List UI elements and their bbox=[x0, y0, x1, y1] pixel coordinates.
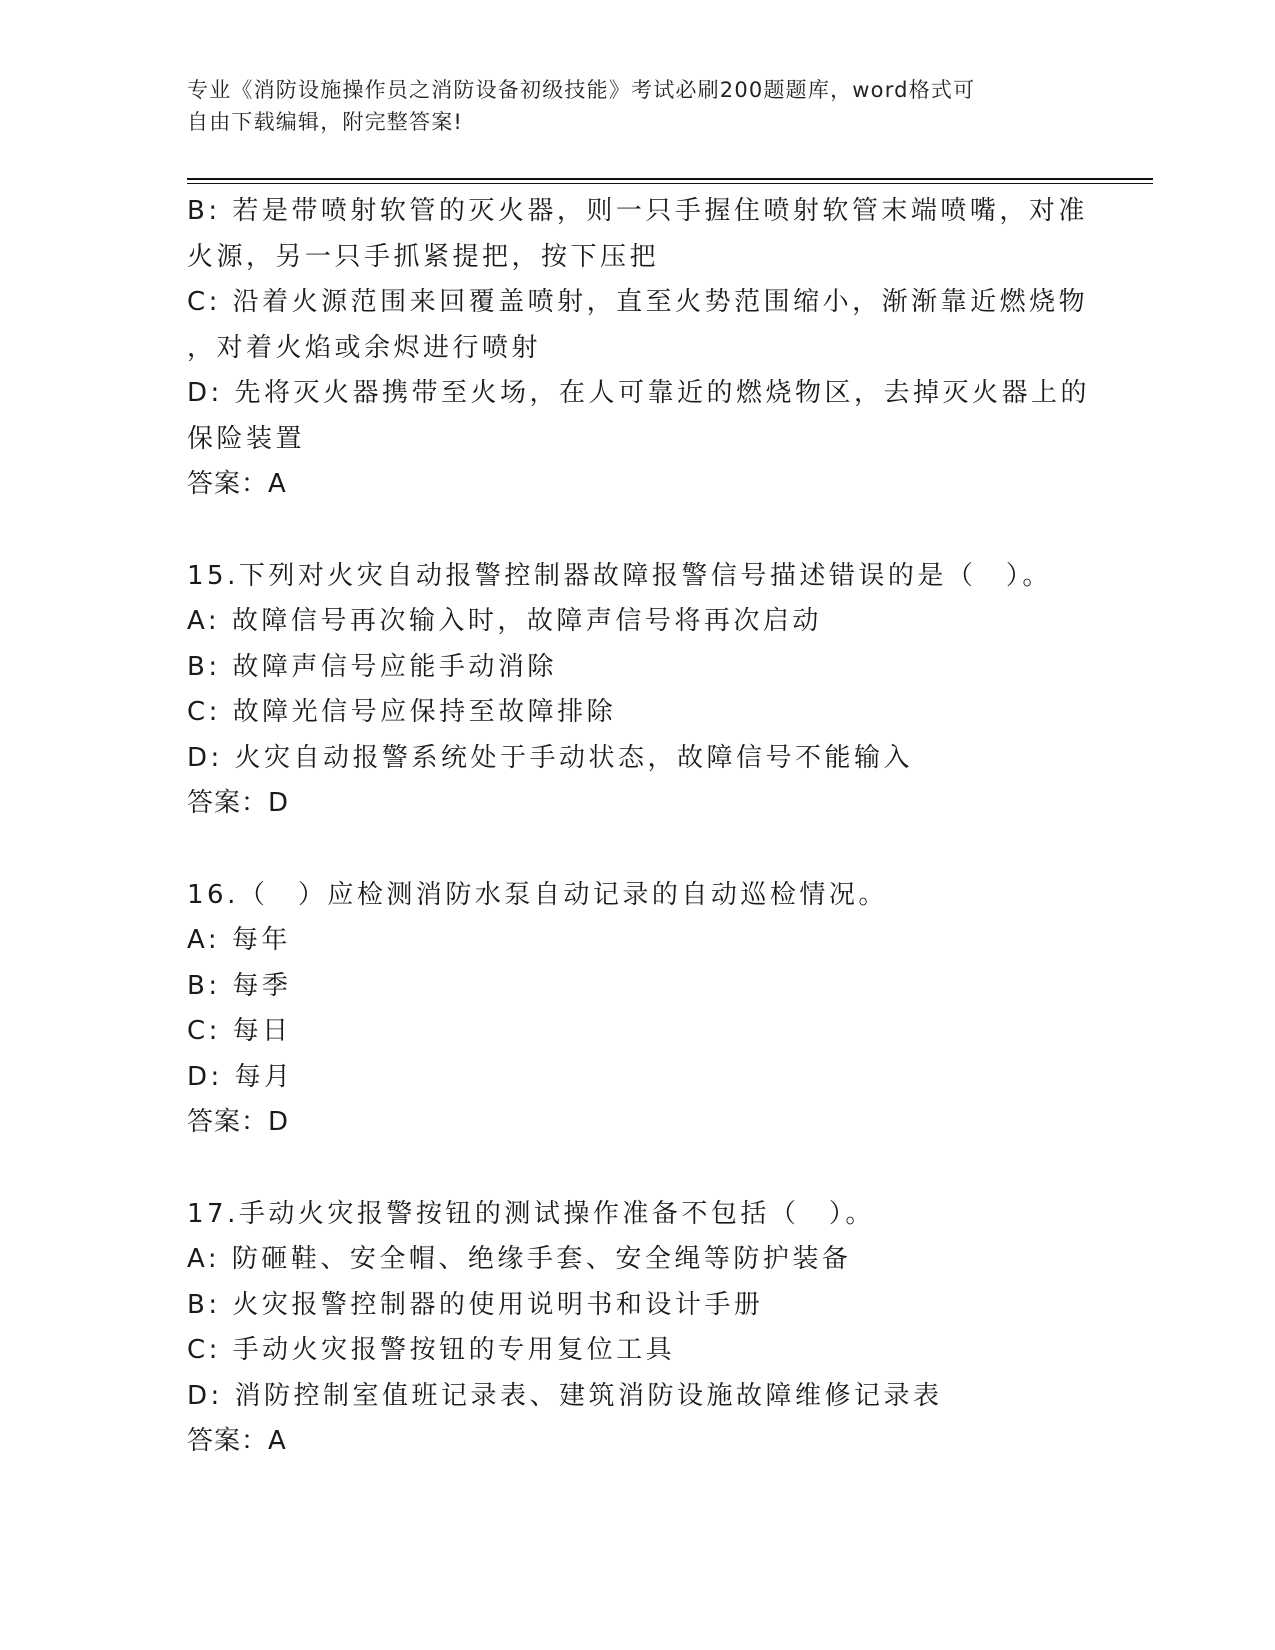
option-b: B: 若是带喷射软管的灭火器，则一只手握住喷射软管末端喷嘴，对准 bbox=[187, 196, 1088, 226]
answer-line: 答案：A bbox=[187, 469, 287, 499]
header-title-line-2: 自由下载编辑，附完整答案! bbox=[187, 110, 464, 134]
header-title-line-1: 专业《消防设施操作员之消防设备初级技能》考试必刷200题题库，word格式可 bbox=[187, 78, 976, 102]
question-block-15 bbox=[187, 554, 1087, 827]
question-stem: 16.（ ）应检测消防水泵自动记录的自动巡检情况。 bbox=[187, 879, 888, 910]
spacer bbox=[187, 827, 1087, 873]
option-b: B: 故障声信号应能手动消除 bbox=[187, 651, 557, 682]
option-d: D: 消防控制室值班记录表、建筑消防设施故障维修记录表 bbox=[187, 1380, 943, 1411]
answer-line: 答案：A bbox=[187, 1426, 287, 1456]
option-c: C: 每日 bbox=[187, 1016, 292, 1046]
question-stem: 15.下列对火灾自动报警控制器故障报警信号描述错误的是（ ）。 bbox=[187, 560, 1052, 591]
spacer bbox=[187, 1146, 1087, 1192]
option-c: C: 手动火灾报警按钮的专用复位工具 bbox=[187, 1335, 676, 1365]
option-b-continued: 火源，另一只手抓紧提把，按下压把 bbox=[187, 241, 660, 272]
option-a: A: 故障信号再次输入时，故障声信号将再次启动 bbox=[187, 606, 822, 636]
option-a: A: 每年 bbox=[187, 925, 291, 955]
answer-line: 答案：D bbox=[187, 1107, 290, 1137]
question-block-14 bbox=[187, 189, 1091, 508]
answer-line: 答案：D bbox=[187, 788, 290, 818]
question-stem: 17.手动火灾报警按钮的测试操作准备不包括（ ）。 bbox=[187, 1198, 875, 1229]
header-divider-thick bbox=[187, 178, 1153, 180]
option-b: B: 每季 bbox=[187, 970, 292, 1001]
spacer bbox=[187, 508, 1087, 554]
option-d: D: 先将灭火器携带至火场，在人可靠近的燃烧物区，去掉灭火器上的 bbox=[187, 378, 1091, 408]
header-divider-thin bbox=[187, 183, 1153, 184]
page-header bbox=[187, 74, 1087, 138]
option-d: D: 火灾自动报警系统处于手动状态，故障信号不能输入 bbox=[187, 742, 914, 773]
option-d: D: 每月 bbox=[187, 1061, 294, 1092]
option-d-continued: 保险装置 bbox=[187, 423, 306, 454]
question-block-17 bbox=[187, 1192, 1087, 1465]
option-c: C: 沿着火源范围来回覆盖喷射，直至火势范围缩小，渐渐靠近燃烧物 bbox=[187, 287, 1089, 317]
option-b: B: 火灾报警控制器的使用说明书和设计手册 bbox=[187, 1289, 764, 1320]
option-c-continued: ，对着火焰或余烬进行喷射 bbox=[187, 332, 542, 363]
question-block-16 bbox=[187, 873, 1087, 1146]
question-content bbox=[187, 189, 1091, 1465]
option-c: C: 故障光信号应保持至故障排除 bbox=[187, 697, 617, 727]
option-a: A: 防砸鞋、安全帽、绝缘手套、安全绳等防护装备 bbox=[187, 1244, 852, 1274]
